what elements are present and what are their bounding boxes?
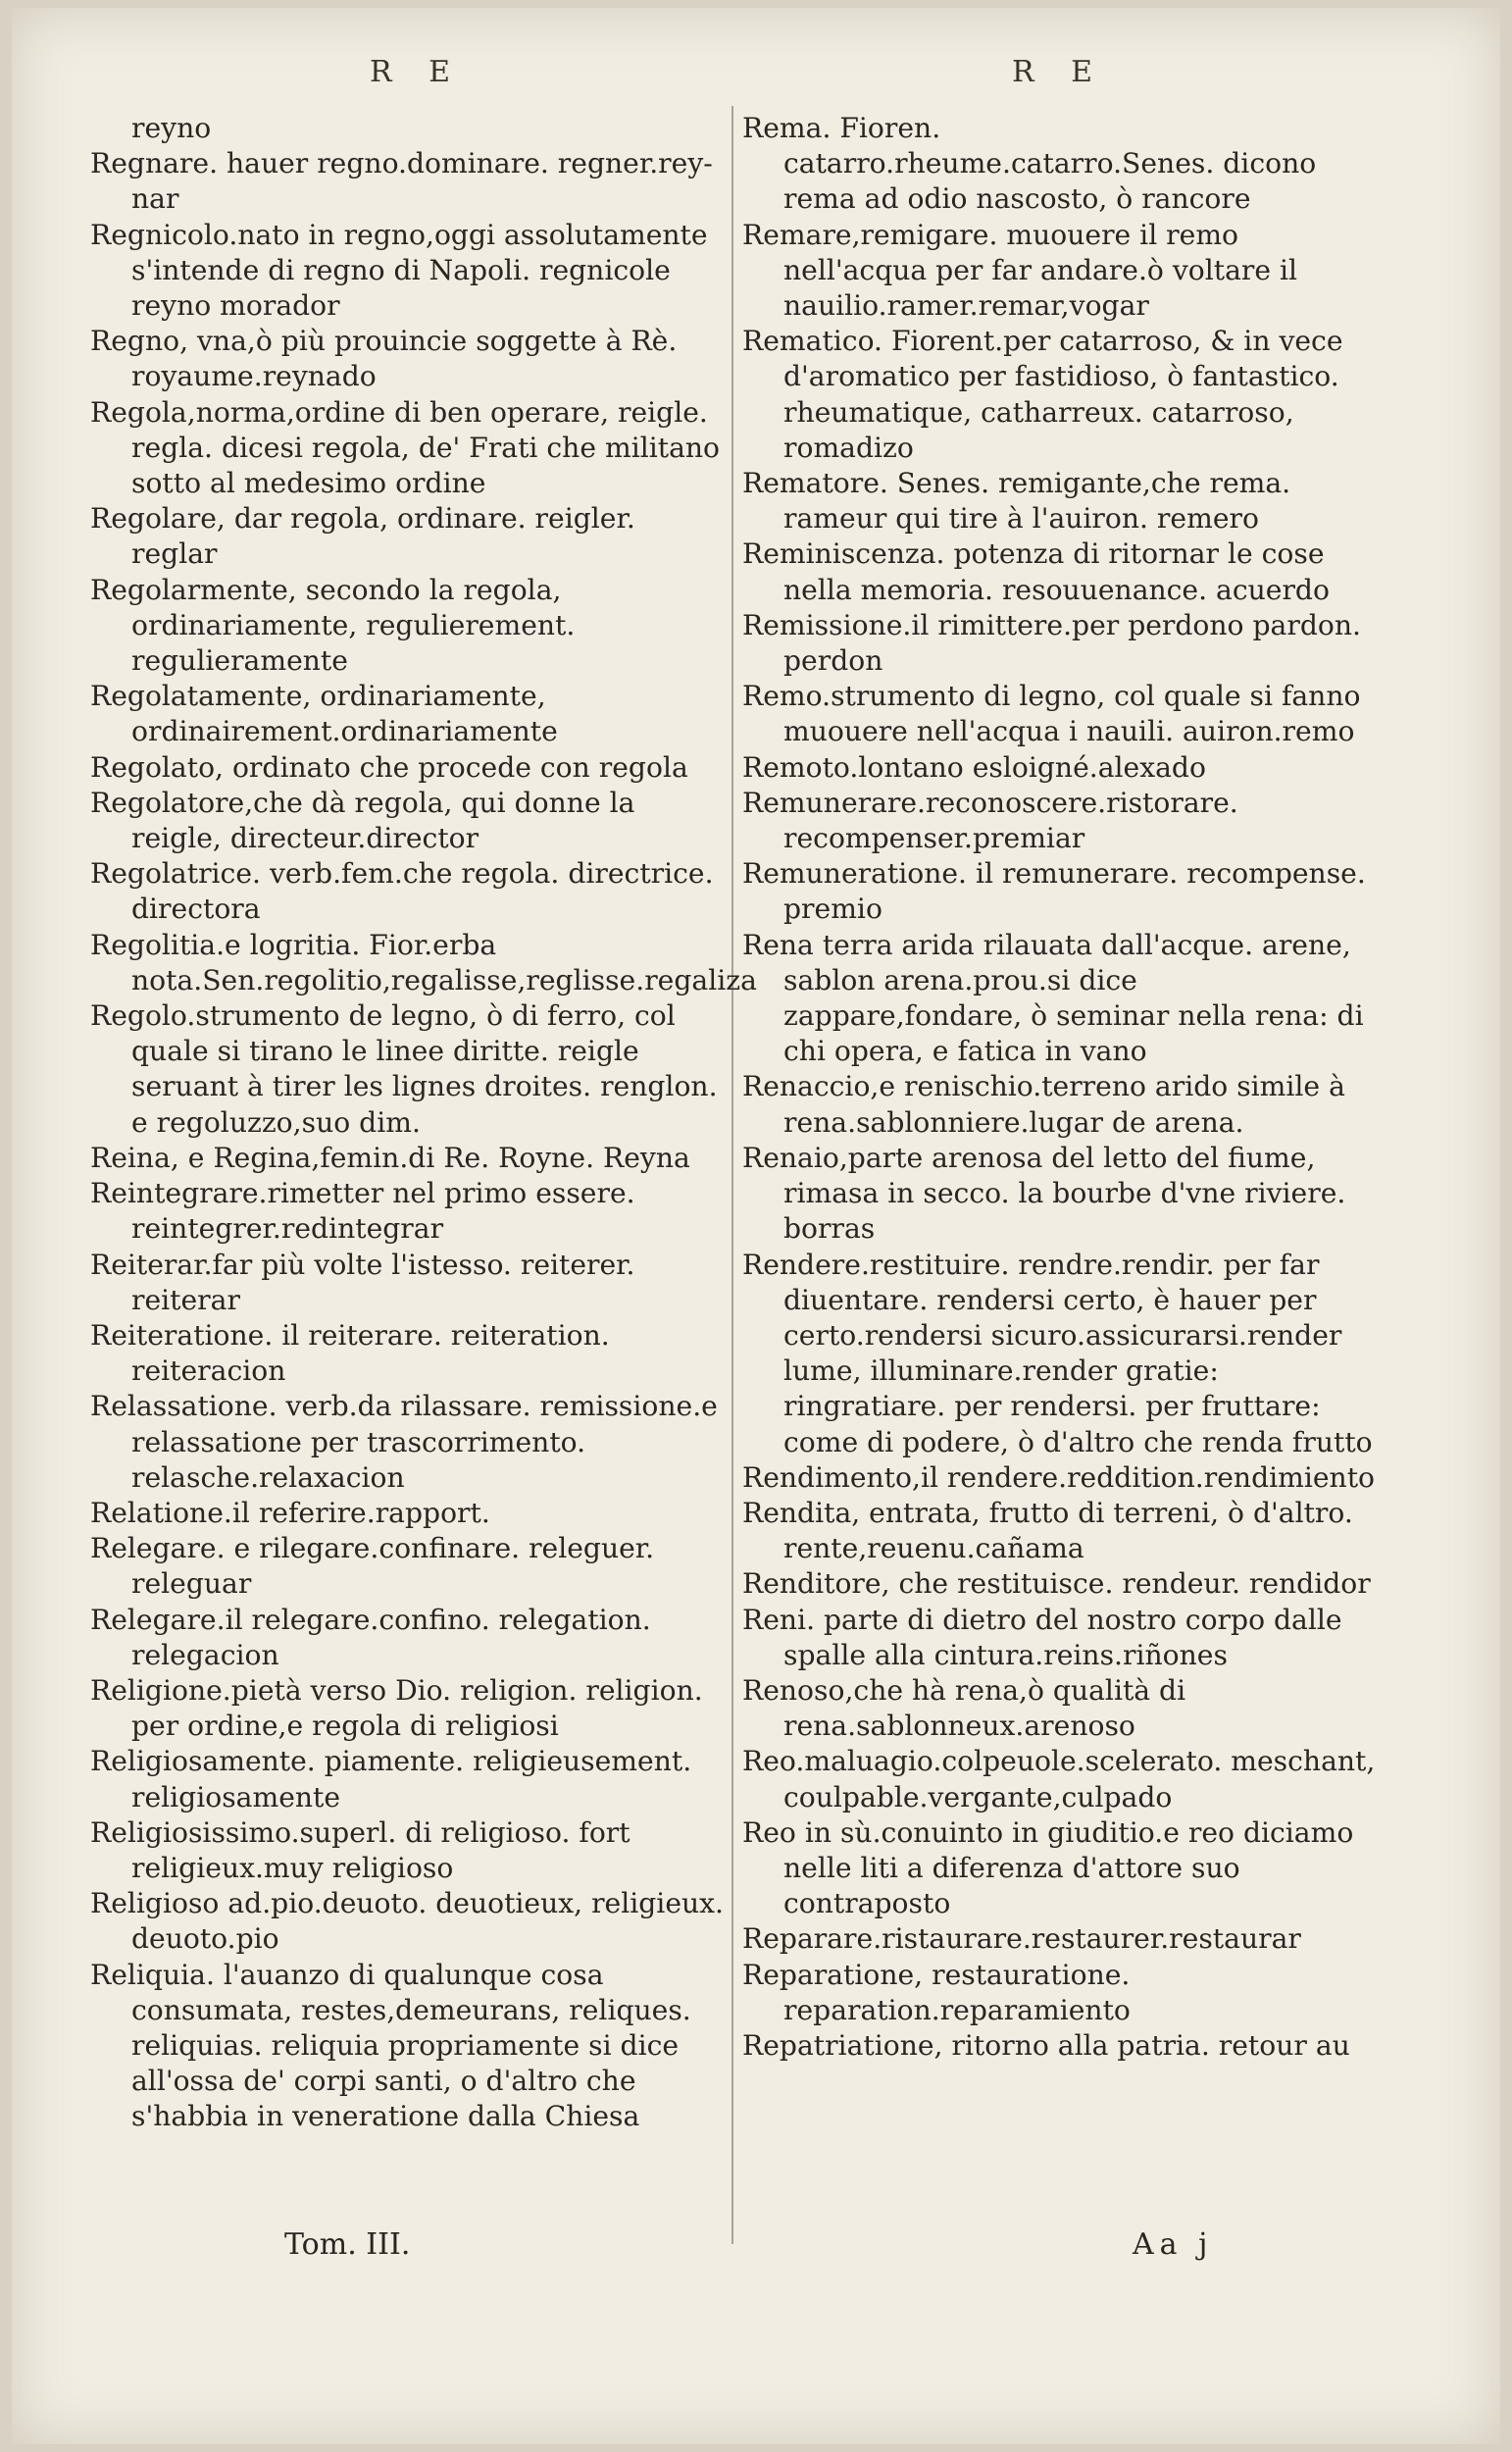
dictionary-entry: Reo.maluagio.colpeuole.scelerato. meschant, coulpable.vergante,culpado	[742, 1745, 1376, 1813]
dictionary-entry: Reparare.ristaurare.restaurer.restaurar	[742, 1922, 1301, 1956]
dictionary-entry: Regolato, ordinato che procede con regola	[90, 750, 688, 784]
dictionary-entry: Religiosamente. piamente. religieusement. religiosamente	[90, 1745, 692, 1813]
dictionary-entry: Renaccio,e renischio.terreno arido simile à rena.sablonniere.lugar de arena.	[742, 1070, 1345, 1139]
dictionary-entry: Renoso,che hà rena,ò qualità di rena.sablonneux.arenoso	[742, 1673, 1186, 1743]
dictionary-entry: Regnicolo.nato in regno,oggi assolutamente s'intende di regno di Napoli. regnicole reyno morador	[90, 218, 708, 323]
dictionary-entry: Regola,norma,ordine di ben operare, reigle. regla. dicesi regola, de' Frati che militano sotto al medesimo ordine	[90, 395, 721, 500]
book-page	[12, 8, 1500, 2444]
dictionary-entry: Religiosissimo.superl. di religioso. fort religieux.muy religioso	[90, 1815, 630, 1884]
dictionary-entry: Relegare.il relegare.confino. relegation. relegacion	[90, 1603, 651, 1671]
dictionary-entry: Reiterar.far più volte l'istesso. reiterer. reiterar	[90, 1248, 635, 1316]
dictionary-entry: Regolitia.e logritia. Fior.erba nota.Sen.regolitio,regalisse,reglisse.regaliza	[90, 928, 757, 996]
dictionary-entry: Rematore. Senes. remigante,che rema. rameur qui tire à l'auiron. remero	[742, 467, 1291, 536]
dictionary-entry: Rendimento,il rendere.reddition.rendimiento	[742, 1460, 1376, 1494]
dictionary-entry: Relassatione. verb.da rilassare. remissione.e relassatione per trascorrimento. relasche.relaxacion	[90, 1390, 718, 1494]
dictionary-entry: Reina, e Regina,femin.di Re. Royne. Reyna	[90, 1141, 690, 1174]
dictionary-entry: Regolatore,che dà regola, qui donne la reigle, directeur.director	[90, 786, 635, 855]
dictionary-entry: Renditore, che restituisce. rendeur. rendidor	[742, 1567, 1371, 1601]
dictionary-entry: Remoto.lontano esloigné.alexado	[742, 750, 1206, 784]
dictionary-entry: reyno	[131, 112, 212, 144]
column-divider	[731, 106, 733, 2244]
dictionary-entry: Remissione.il rimittere.per perdono pardon. perdon	[742, 608, 1361, 678]
dictionary-entry: Regolare, dar regola, ordinare. reigler. reglar	[90, 502, 635, 571]
dictionary-entry: Remuneratione. il remunerare. recompense. premio	[742, 857, 1366, 926]
left-column	[90, 111, 757, 2135]
dictionary-entry: Reintegrare.rimetter nel primo essere. reintegrer.redintegrar	[90, 1177, 635, 1246]
signature-mark: Aa j	[1133, 2227, 1214, 2262]
volume-mark: Tom. III.	[284, 2227, 411, 2262]
dictionary-entry: Reni. parte di dietro del nostro corpo dalle spalle alla cintura.reins.riñones	[742, 1603, 1342, 1671]
dictionary-entry: Rema. Fioren. catarro.rheume.catarro.Senes. dicono rema ad odio nascosto, ò rancore	[742, 112, 1317, 216]
dictionary-entry: Reo in sù.conuinto in giuditio.e reo diciamo nelle liti a diferenza d'attore suo contraposto	[742, 1815, 1354, 1920]
dictionary-entry: Repatriatione, ritorno alla patria. retour au	[742, 2028, 1350, 2062]
running-head-right: R E	[1012, 55, 1107, 89]
dictionary-entry: Remo.strumento di legno, col quale si fanno muouere nell'acqua i nauili. auiron.remo	[742, 680, 1361, 748]
dictionary-entry: Reminiscenza. potenza di ritornar le cose nella memoria. resouuenance. acuerdo	[742, 537, 1330, 606]
dictionary-entry: Relegare. e rilegare.confinare. releguer. releguar	[90, 1532, 655, 1601]
dictionary-entry: Rendere.restituire. rendre.rendir. per far diuentare. rendersi certo, è hauer per certo.rendersi sicuro.assicurarsi.render lume, illuminare.render gratie: ringratiare. per rendersi. per fruttare: come di podere, ò d'altro che renda frutto	[742, 1248, 1373, 1458]
dictionary-entry: Regnare. hauer regno.dominare. regner.rey-nar	[90, 147, 713, 216]
dictionary-entry: Rena terra arida rilauata dall'acque. arene, sablon arena.prou.si dice zappare,fondare, ò seminar nella rena: di chi opera, e fatica in vano	[742, 928, 1364, 1068]
dictionary-entry: Reliquia. l'auanzo di qualunque cosa consumata, restes,demeurans, reliques. reliquias. reliquia propriamente si dice all'ossa de' corpi santi, o d'altro che s'habbia in veneratione dalla Chiesa	[90, 1958, 691, 2133]
dictionary-entry: Regolatrice. verb.fem.che regola. directrice. directora	[90, 857, 714, 926]
dictionary-entry: Reiteratione. il reiterare. reiteration. reiteracion	[90, 1318, 610, 1388]
dictionary-entry: Religioso ad.pio.deuoto. deuotieux, religieux. deuoto.pio	[90, 1887, 725, 1956]
dictionary-entry: Relatione.il referire.rapport.	[90, 1496, 490, 1529]
dictionary-entry: Regolo.strumento de legno, ò di ferro, col quale si tirano le linee diritte. reigle seruant à tirer les lignes droites. renglon. e regoluzzo,suo dim.	[90, 999, 718, 1139]
right-column	[742, 111, 1380, 2064]
dictionary-entry: Remunerare.reconoscere.ristorare. recompenser.premiar	[742, 786, 1238, 855]
dictionary-entry: Rematico. Fiorent.per catarroso, & in vece d'aromatico per fastidioso, ò fantastico. rheumatique, catharreux. catarroso, romadizo	[742, 325, 1343, 464]
dictionary-entry: Remare,remigare. muouere il remo nell'acqua per far andare.ò voltare il nauilio.ramer.remar,vogar	[742, 218, 1298, 323]
dictionary-entry: Regolatamente, ordinariamente, ordinairement.ordinariamente	[90, 680, 558, 748]
dictionary-entry: Rendita, entrata, frutto di terreni, ò d'altro. rente,reuenu.cañama	[742, 1496, 1353, 1565]
dictionary-entry: Reparatione, restauratione. reparation.reparamiento	[742, 1958, 1131, 2026]
dictionary-entry: Renaio,parte arenosa del letto del fiume, rimasa in secco. la bourbe d'vne riviere. borras	[742, 1141, 1346, 1246]
dictionary-entry: Regolarmente, secondo la regola, ordinariamente, regulierement. regulieramente	[90, 573, 576, 678]
running-head-left: R E	[370, 55, 465, 89]
dictionary-entry: Religione.pietà verso Dio. religion. religion. per ordine,e regola di religiosi	[90, 1673, 703, 1743]
dictionary-entry: Regno, vna,ò più prouincie soggette à Rè. royaume.reynado	[90, 325, 678, 393]
